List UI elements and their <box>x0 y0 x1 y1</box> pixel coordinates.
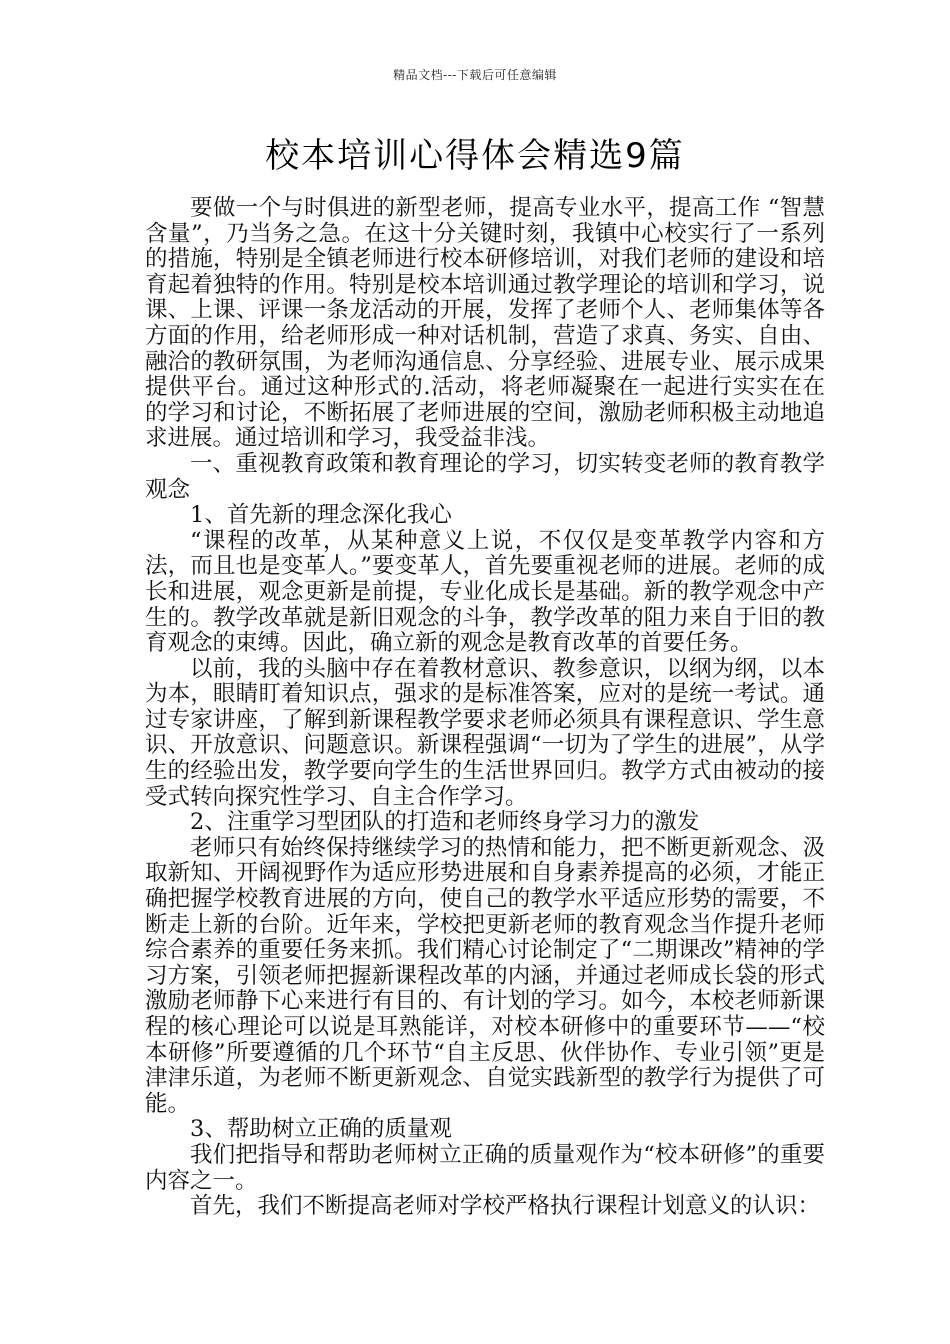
paragraph: “课程的改革，从某种意义上说，不仅仅是变革教学内容和方法，而且也是变革人。”要变革人，首先要重视老师的进展。老师的成长和进展，观念更新是前提，专业化成长是基础。新的教学观念中产生的。教学改革就是新旧观念的斗争，教学改革的阻力来自于旧的教育观念的束缚。因此，确立新的观念是教育改革的首要任务。 <box>145 527 825 657</box>
paragraph-intro: 要做一个与时俱进的新型老师，提高专业水平，提高工作 “智慧含量”，乃当务之急。在这十分关键时刻，我镇中心校实行了一系列的措施，特别是全镇老师进行校本研修培训，对我们老师的建设和培育起着独特的作用。特别是校本培训通过教学理论的培训和学习，说课、上课、评课一条龙活动的开展，发挥了老师个人、老师集体等各方面的作用，给老师形成一种对话机制，营造了求真、务实、自由、融洽的教研氛围，为老师沟通信息、分享经验、进展专业、展示成果提供平台。通过这种形式的.活动，将老师凝聚在一起进行实实在在的学习和讨论，不断拓展了老师进展的空间，激励老师积极主动地追求进展。通过培训和学习，我受益非浅。 <box>145 195 825 452</box>
paragraph: 老师只有始终保持继续学习的热情和能力，把不断更新观念、汲取新知、开阔视野作为适应形势进展和自身素养提高的必须，才能正确把握学校教育进展的方向，使自己的教学水平适应形势的需要，不断走上新的台阶。近年来，学校把更新老师的教育观念当作提升老师综合素养的重要任务来抓。我们精心讨论制定了“二期课改”精神的学习方案，引领老师把握新课程改革的内涵，并通过老师成长袋的形式激励老师静下心来进行有目的、有计划的学习。如今，本校老师新课程的核心理论可以说是耳熟能详，对校本研修中的重要环节——“校本研修”所要遵循的几个环节“自主反思、伙伴协作、专业引领”更是津津乐道，为老师不断更新观念、自觉实践新型的教学行为提供了可能。 <box>145 834 825 1117</box>
paragraph: 首先，我们不断提高老师对学校严格执行课程计划意义的认识： <box>190 1193 821 1220</box>
subheading-1-2: 2、注重学习型团队的打造和老师终身学习力的激发 <box>190 809 700 836</box>
subheading-1-3: 3、帮助树立正确的质量观 <box>190 1116 452 1143</box>
section-heading-1: 一、重视教育政策和教育理论的学习，切实转变老师的教育教学观念 <box>145 450 825 503</box>
document-title: 校本培训心得体会精选9篇 <box>265 136 685 176</box>
subheading-1-1: 1、首先新的理念深化我心 <box>190 502 452 529</box>
page-header-note: 精品文档---下载后可任意编辑 <box>393 68 557 82</box>
paragraph: 以前，我的头脑中存在着教材意识、教参意识，以纲为纲，以本为本，眼睛盯着知识点，强求的是标准答案，应对的是统一考试。通过专家讲座，了解到新课程教学要求老师必须具有课程意识、学生意识、开放意识、问题意识。新课程强调“一切为了学生的进展”，从学生的经验出发，教学要向学生的生活世界回归。教学方式由被动的接受式转向探究性学习、自主合作学习。 <box>145 655 825 810</box>
paragraph: 我们把指导和帮助老师树立正确的质量观作为“校本研修”的重要内容之一。 <box>145 1141 825 1194</box>
document-body <box>145 196 825 1220</box>
